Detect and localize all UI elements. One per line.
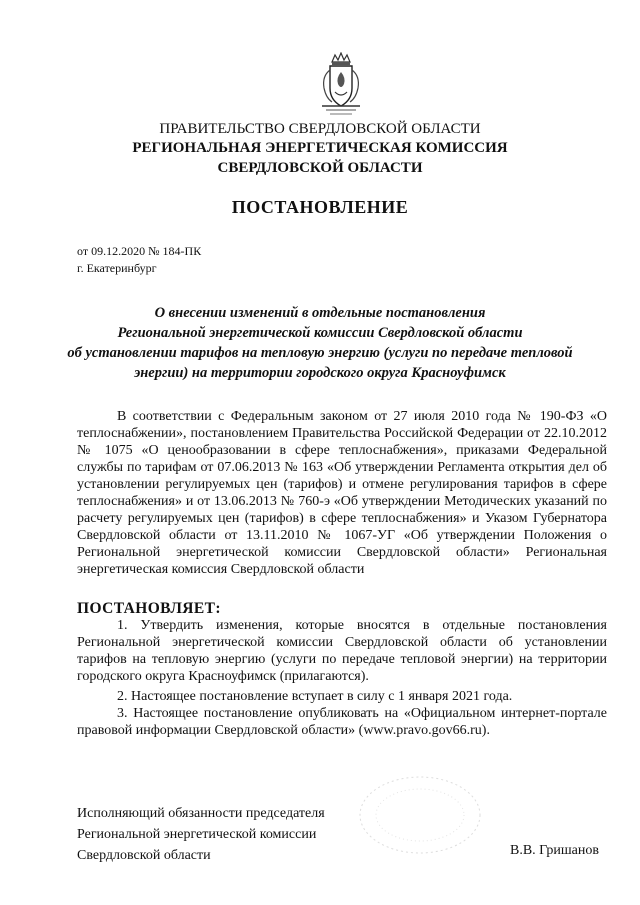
resolution-item-3: 3. Настоящее постановление опубликовать на «Официальном интернет-портале правовой информации Свердловской области» (www.pravo.gov66.ru). xyxy=(77,706,607,738)
signer-position xyxy=(77,803,325,866)
stamp-icon xyxy=(350,770,490,860)
signer-name: В.В. Гришанов xyxy=(510,843,599,858)
resolves-heading: ПОСТАНОВЛЯЕТ: xyxy=(77,600,221,617)
document-subject xyxy=(60,303,580,383)
subject-line: об установлении тарифов на тепловую энергию (услуги по передаче тепловой xyxy=(67,345,573,361)
document-city: г. Екатеринбург xyxy=(77,261,157,275)
subject-line: Региональной энергетической комиссии Свердловской области xyxy=(117,325,523,341)
coat-of-arms-icon xyxy=(318,52,364,118)
subject-line: О внесении изменений в отдельные постановления xyxy=(154,305,486,321)
signer-position-line: Региональной энергетической комиссии xyxy=(77,827,317,842)
header-government: ПРАВИТЕЛЬСТВО СВЕРДЛОВСКОЙ ОБЛАСТИ xyxy=(159,121,481,137)
document-title: ПОСТАНОВЛЕНИЕ xyxy=(231,197,409,217)
preamble-paragraph: В соответствии с Федеральным законом от 27 июля 2010 года № 190-ФЗ «О теплоснабжении», постановлением Правительства Российской Федерации от 22.10.2012 № 1075 «О ценообразовании в сфере теплоснабжения», приказами Федеральной службы по тарифам от 07.06.2013 № 163 «Об утверждении Регламента открытия дел об установлении регулируемых цен (тарифов) и отмене регулирования тарифов в сфере теплоснабжения» и от 13.06.2013 № 760-э «Об утверждении Методических указаний по расчету регулируемых цен (тарифов) в сфере теплоснабжения» и Указом Губернатора Свердловской области от 13.11.2010 № 1067-УГ «Об утверждении Положения о Региональной энергетической комиссии Свердловской области» Региональная энергетическая комиссия Свердловской области xyxy=(77,409,607,577)
subject-line: энергии) на территории городского округа Красноуфимск xyxy=(134,365,506,381)
header-region: СВЕРДЛОВСКОЙ ОБЛАСТИ xyxy=(217,160,423,176)
resolution-item-1: 1. Утвердить изменения, которые вносятся в отдельные постановления Региональной энергетической комиссии Свердловской области об установлении тарифов на тепловую энергию (услуги по передаче тепловой энергии) на территории городского округа Красноуфимск (прилагаются). xyxy=(77,618,607,684)
document-date-number: от 09.12.2020 № 184-ПК xyxy=(77,244,202,258)
header-commission: РЕГИОНАЛЬНАЯ ЭНЕРГЕТИЧЕСКАЯ КОМИССИЯ xyxy=(132,140,508,156)
signer-position-line: Исполняющий обязанности председателя xyxy=(77,806,325,821)
signer-position-line: Свердловской области xyxy=(77,848,211,863)
resolution-item-2: 2. Настоящее постановление вступает в силу с 1 января 2021 года. xyxy=(117,689,513,704)
